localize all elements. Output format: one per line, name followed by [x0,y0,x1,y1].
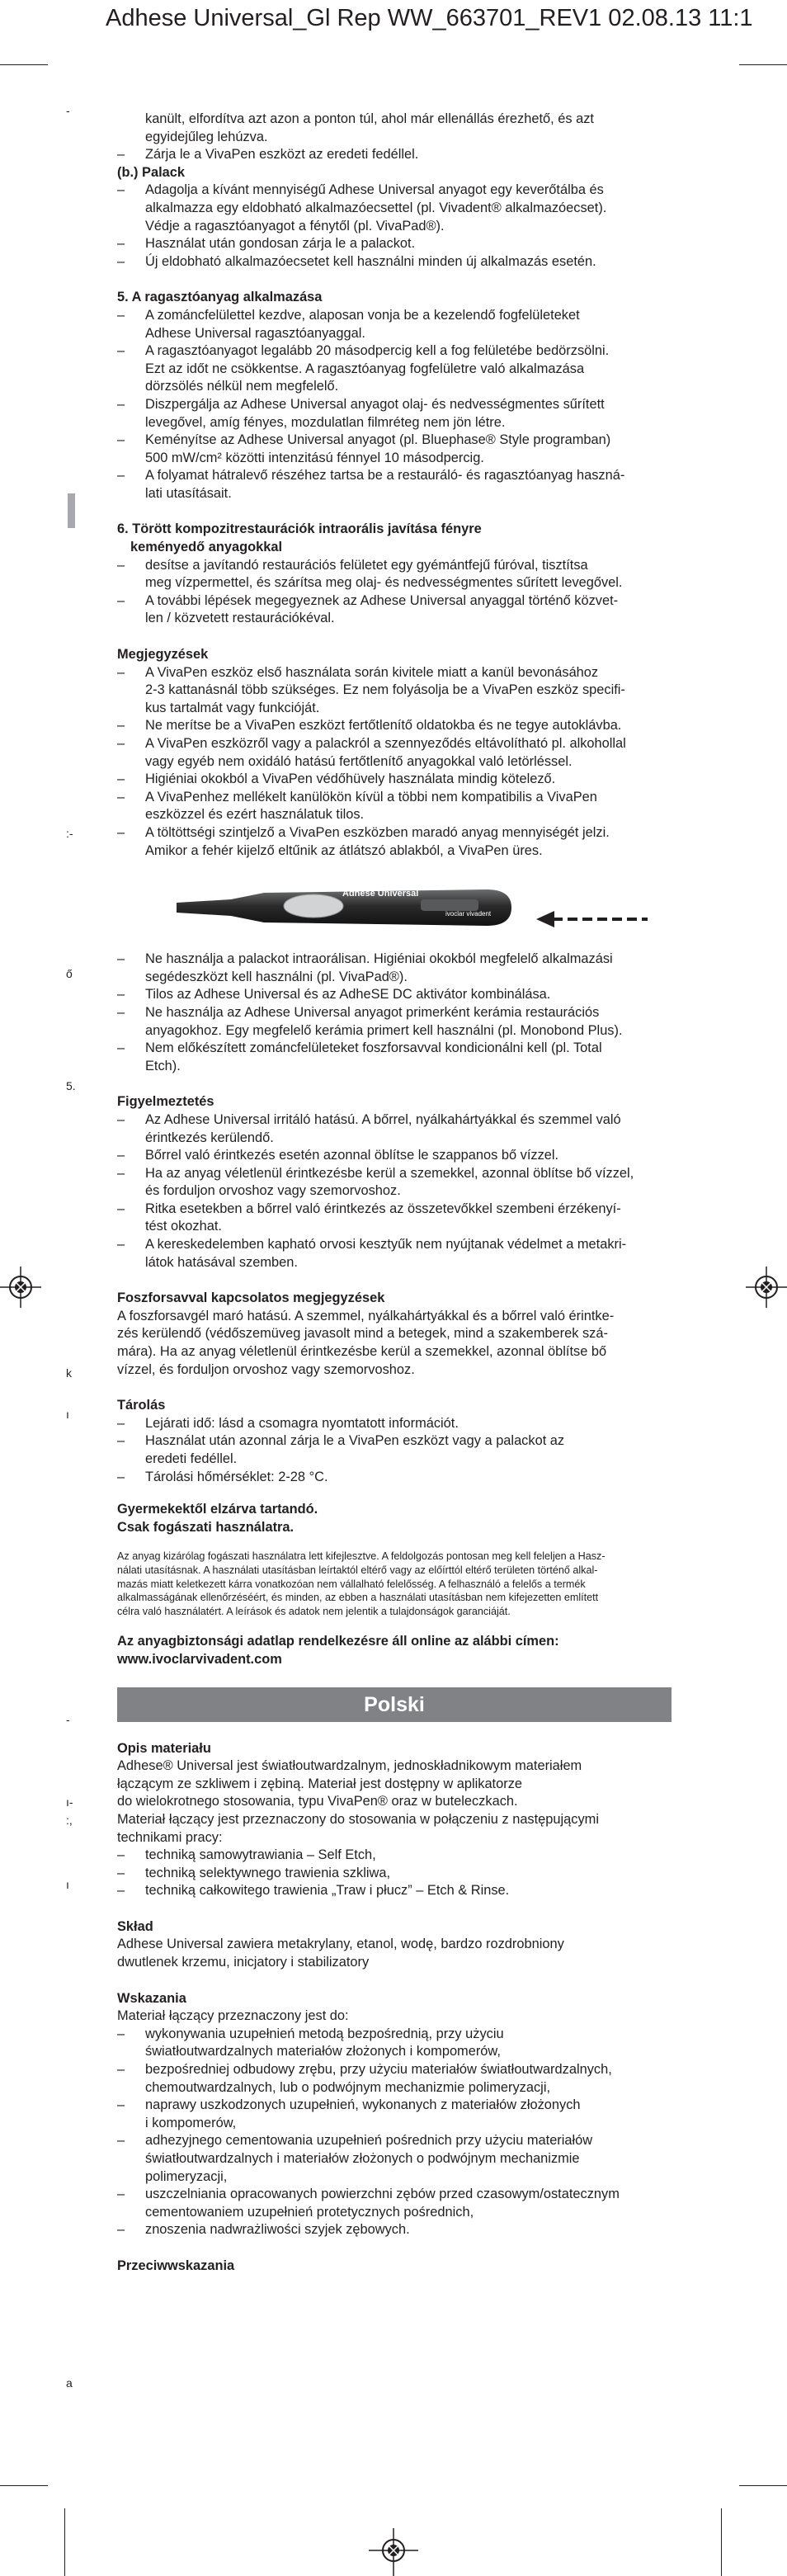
text-line: Materiał łączący jest przeznaczony do stosowania w połączeniu z następującymi [117,1811,599,1827]
list-item [117,717,672,735]
text-line: A VivaPenhez mellékelt kanülökön kívül a többi nem kompatibilis a VivaPen [145,789,597,804]
section-heading: 5. A ragasztóanyag alkalmazása [117,290,323,305]
section-heading: Megjegyzések [117,647,209,663]
bullet-list [117,2026,672,2239]
text-line: Zárja le a VivaPen eszközt az eredeti fedéllel. [145,147,419,163]
text-line: kus tartalmát vagy funkcióját. [145,700,320,715]
dash-bullet: – [117,2133,125,2149]
text-line: dörzsölés nélkül nem megfelelő. [145,379,339,394]
section-heading-continued: keményedő anyagokkal [130,540,283,555]
text-line: nálati utasításnak. A használati utasításban leírtaktól eltérő vagy az előírttól eltérő területen történő alkal- [117,1564,598,1576]
dash-bullet: – [117,182,125,198]
margin-fragment: ı [66,1878,69,1891]
dash-bullet: – [117,432,125,448]
text-line: desítse a javítandó restaurációs felületet egy gyémántfejű fúróval, tisztítsa [145,557,588,573]
text-line: lati utasításait. [145,485,232,501]
margin-fragment: 5. [66,1079,76,1092]
list-item [117,557,672,592]
list-item [117,735,672,771]
text-line: Ne merítse be a VivaPen eszközt fertőtlenítő oldatokba és ne tegye autoklávba. [145,718,622,734]
section-heading: Przeciwwskazania [117,2258,235,2273]
margin-fragment: ı- [66,1795,73,1809]
pl-contraindications [117,2258,672,2276]
list-item [117,2097,672,2132]
list-item [117,2061,672,2097]
storage-section [117,1397,672,1486]
text-line: Az anyagbiztonsági adatlap rendelkezésre áll online az alábbi címen: [117,1634,559,1649]
dash-bullet: – [117,557,125,573]
text-line: Az Adhese Universal irritáló hatású. A bőrrel, nyálkahártyákkal és szemmel való [145,1111,621,1127]
list-item [117,664,672,718]
margin-color-bar [68,493,75,528]
list-item [117,824,672,860]
text-line: Ezt az időt ne csökkentse. A ragasztóanyag fogfelületre való alkalmazása [145,361,585,376]
text-line: światłoutwardzalnych materiałów złożonych i kompomerów, [145,2044,501,2059]
list-item [117,2132,672,2186]
text-line: meg vízpermettel, és szárítsa meg olaj- és nedvességmentes sűrített levegővel. [145,575,623,591]
bullet-list [117,1111,672,1271]
text-line: Használat után azonnal zárja le a VivaPen eszközt vagy a palackot az [145,1433,565,1449]
margin-fragment: :- [66,827,73,840]
text-line: chemoutwardzalnych, lub o podwójnym mechanizmie polimeryzacji, [145,2079,551,2095]
text-line: Használat után gondosan zárja le a palackot. [145,236,416,252]
text-line: Bőrrel való érintkezés esetén azonnal öblítse le szappanos bő vízzel. [145,1148,559,1163]
list-item [117,235,672,253]
list-item [117,1040,672,1075]
dash-bullet: – [117,1201,125,1216]
paragraph [117,1757,672,1847]
page-header [0,0,787,41]
dash-bullet: – [117,1883,125,1899]
pl-indications [117,1990,672,2239]
dash-bullet: – [117,789,125,804]
text-line: levegővel, amíg fényes, mozdulatlan filmréteg nem jön létre. [145,414,506,430]
bullet-list [117,664,672,861]
text-line: A töltöttségi szintjelző a VivaPen eszközben maradó anyag mennyiségét jelzi. [145,824,610,840]
list-item [117,1147,672,1165]
list-item [117,1469,672,1487]
list-item [117,342,672,396]
text-line: Nem előkészített zománcfelületeket foszforsavval kondicionálni kell (pl. Total [145,1040,602,1056]
text-line: látok hatásával szemben. [145,1254,298,1270]
list-item [117,1847,672,1865]
text-line: polimeryzacji, [145,2168,228,2184]
text-line: Adhese Universal zawiera metakrylany, etanol, wodę, bardzo rozdrobniony [117,1937,564,1952]
text-line: uszczelniania opracowanych powierzchni zębów przed czasowym/ostatecznym [145,2187,620,2202]
text-line: Védje a ragasztóanyagot a fénytől (pl. VivaPad®). [145,218,445,234]
list-item [117,467,672,502]
list-item [117,253,672,271]
text-line: Ritka esetekben a bőrrel való érintkezés az összetevőkkel szembeni érzékenyí- [145,1201,621,1216]
text-line: Ne használja az Adhese Universal anyagot primerként kerámia restaurációs [145,1004,600,1020]
dash-bullet: – [117,1165,125,1181]
registration-mark-bottom [369,2528,418,2576]
list-item [117,789,672,824]
dash-bullet: – [117,951,125,967]
dash-bullet: – [117,987,125,1003]
section-heading: 6. Törött kompozitrestaurációk intraorális javítása fényre [117,521,482,537]
list-item [117,1865,672,1883]
dash-bullet: – [117,1040,125,1056]
list-item [117,1236,672,1271]
crop-mark [0,64,48,65]
list-item [117,1165,672,1201]
dash-bullet: – [117,1111,125,1127]
dash-bullet: – [117,236,125,252]
text-line: Ne használja a palackot intraorálisan. Higiéniai okokból megfelelő alkalmazási [145,951,613,967]
text-line: 500 mW/cm² közötti intenzitású fénnyel 10 másodpercig. [145,450,484,465]
crop-mark [721,2508,722,2576]
previous-section-end [117,111,672,271]
text-line: naprawy uszkodzonych uzupełnień, wykonanych z materiałów złożonych [145,2097,581,2113]
dash-bullet: – [117,1004,125,1020]
bullet-list [117,307,672,503]
text-line: Lejárati idő: lásd a csomagra nyomtatott információt. [145,1415,459,1431]
warnings-section [117,1093,672,1271]
text-line: Adhese® Universal jest światłoutwardzalnym, jednoskładnikowym materiałem [117,1758,582,1774]
text-line: segédeszközt kell használni (pl. VivaPad®). [145,969,408,984]
dash-bullet: – [117,592,125,608]
crop-mark [739,64,787,65]
crop-mark [739,2485,787,2486]
dash-bullet: – [117,307,125,323]
text-line: adhezyjnego cementowania uzupełnień pośrednich przy użyciu materiałów [145,2133,593,2149]
dash-bullet: – [117,1847,125,1863]
vivapen-image [173,875,668,941]
dash-bullet: – [117,1469,125,1484]
list-item [117,1415,672,1433]
margin-fragment: ı [66,1408,69,1421]
bullet-list [117,1415,672,1486]
text-line: Adagolja a kívánt mennyiségű Adhese Universal anyagot egy keverőtálba és [145,182,604,198]
list-item [117,182,672,235]
margin-fragment: k [66,1366,72,1380]
text-line: mazás miatt keletkezett kárra vonatkozóan nem vállalható felelősség. A felhasználó a felelős a termék [117,1578,586,1590]
dash-bullet: – [117,468,125,484]
continued-text [117,111,672,146]
list-item [117,396,672,432]
pl-description [117,1740,672,1900]
text-line: techniką całkowitego trawienia „Traw i płucz” – Etch & Rinse. [145,1883,510,1899]
pen-brand-label: Adhese Universal [342,889,419,899]
text-line: Adhese Universal ragasztóanyaggal. [145,325,365,341]
text-line: 2-3 kattanásnál több szükséges. Ez nem folyásolja be a VivaPen eszköz specifi- [145,682,625,698]
text-line: zés kerülendő (védőszemüveg javasolt mind a betegek, mind a szakemberek szá- [117,1326,608,1342]
text-line: A folyamat hátralevő részéhez tartsa be a restauráló- és ragasztóanyag haszná- [145,468,625,484]
dash-bullet: – [117,2222,125,2238]
dash-bullet: – [117,2062,125,2078]
pen-maker-label: ivoclar vivadent [445,910,492,918]
dash-bullet: – [117,664,125,680]
list-item [117,1882,672,1900]
section-heading: Opis materiału [117,1740,211,1756]
text-line: światłoutwardzalnych i materiałów złożonych o podwójnym mechanizmie [145,2151,580,2166]
text-line: łączącym ze szkliwem i zębiną. Materiał jest dostępny w aplikatorze [117,1776,522,1791]
dash-bullet: – [117,253,125,269]
dash-bullet: – [117,1148,125,1163]
text-line: Keményítse az Adhese Universal anyagot (pl. Bluephase® Style programban) [145,432,611,448]
text-line: wykonywania uzupełnień metodą bezpośrednią, przy użyciu [145,2026,504,2041]
text-line: cementowaniem uzupełnień protetycznych pośrednich, [145,2204,474,2220]
text-line: techniką samowytrawiania – Self Etch, [145,1847,376,1863]
text-line: A ragasztóanyagot legalább 20 másodpercig kell a fog felületébe bedörzsölni. [145,343,610,359]
list-item [117,1201,672,1236]
list-item [117,1004,672,1040]
list-item [117,2186,672,2221]
dash-bullet: – [117,2026,125,2041]
header-title: Adhese Universal_Gl Rep WW_663701_REV1 02.08.13 11:1 [106,5,753,31]
dash-bullet: – [117,718,125,734]
text-line: A kereskedelemben kapható orvosi kesztyűk nem nyújtanak védelmet a metakri- [145,1237,627,1253]
margin-fragment: a [66,2376,73,2390]
list-item [117,146,672,164]
margin-fragment: :, [66,1814,73,1827]
text-line: technikami pracy: [117,1829,223,1845]
paragraph-line: Materiał łączący przeznaczony jest do: [117,2008,349,2024]
crop-mark [64,2508,65,2576]
text-line: eredeti fedéllel. [145,1451,238,1466]
text-line: mára). Ha az anyag véletlenül érintkezésbe kerül a szemekkel, azonnal öblítse bő [117,1344,607,1360]
text-line: anyagokhoz. Egy megfelelő kerámia primert kell használni (pl. Monobond Plus). [145,1022,623,1038]
margin-fragment: ő [66,967,73,980]
section-6 [117,521,672,628]
text-line: eszközzel és ezért használatuk tilos. [145,807,365,823]
text-line: vagy egyéb nem oxidáló hatású fertőtlenítő anyagokkal való letörléssel. [145,753,573,769]
text-line: A zománcfelülettel kezdve, alaposan vonja be a kezelendő fogfelületeket [145,307,580,323]
text-line: A VivaPen eszközről vagy a palackról a szennyeződés eltávolítható pl. alkohollal [145,736,626,751]
text-line: Diszpergálja az Adhese Universal anyagot olaj- és nedvességmentes sűrített [145,396,605,412]
text-line: alkalmasságának ellenőrzéséért, és minden, az ebben a használati utasításban nem kifejezetten említett [117,1592,599,1604]
paragraph [117,1936,672,1971]
text-line: (b.) Palack [117,164,185,180]
dash-bullet: – [117,1865,125,1880]
children-warning [117,1501,672,1536]
text-line: Etch). [145,1058,181,1073]
subheading [117,164,672,182]
text-line: A további lépések megegyeznek az Adhese Universal anyaggal történő közvet- [145,592,619,608]
dash-bullet: – [117,2187,125,2202]
dash-bullet: – [117,1415,125,1431]
bullet-list [117,1847,672,1900]
section-5 [117,289,672,502]
section-heading: Skład [117,1918,153,1934]
language-banner: Polski [117,1687,672,1722]
text-line: www.ivoclarvivadent.com [117,1651,282,1667]
phosphoric-acid-section [117,1290,672,1379]
dash-bullet: – [117,736,125,751]
registration-mark-right [746,1262,787,1312]
text-line: Higiéniai okokból a VivaPen védőhüvely használata mindig kötelező. [145,771,556,787]
text-line: znoszenia nadwrażliwości szyjek zębowych. [145,2222,410,2238]
list-item [117,2026,672,2061]
dash-bullet: – [117,147,125,163]
list-item [117,986,672,1004]
vivapen-illustration [173,875,668,941]
text-line: alkalmazza egy eldobható alkalmazóecsettel (pl. Vivadent® alkalmazóecset). [145,200,607,215]
section-heading: Foszforsavval kapcsolatos megjegyzések [117,1290,385,1306]
paragraph [117,1308,672,1379]
list-item [117,307,672,342]
text-line: Az anyag kizárólag fogászati használatra lett kifejlesztve. A feldolgozás pontosan meg kell feleljen a Hasz- [117,1550,606,1563]
margin-fragment: - [66,1713,70,1726]
text-line: Tilos az Adhese Universal és az AdheSE DC aktivátor kombinálása. [145,987,551,1003]
list-item [117,1111,672,1147]
text-line: A VivaPen eszköz első használata során kivitele miatt a kanül bevonásához [145,664,599,680]
registration-mark-left [0,1262,41,1312]
text-line: Tárolási hőmérséklet: 2-28 °C. [145,1469,328,1484]
sds-online-notice [117,1633,672,1668]
margin-fragment: - [66,104,70,117]
dash-bullet: – [117,771,125,787]
text-line: Gyermekektől elzárva tartandó. [117,1502,318,1517]
text-line: techniką selektywnego trawienia szkliwa, [145,1865,390,1880]
bullet-list [117,557,672,628]
dash-bullet: – [117,396,125,412]
dash-bullet: – [117,343,125,359]
text-line: Új eldobható alkalmazóecsetet kell használni minden új alkalmazás esetén. [145,253,596,269]
text-line: és forduljon orvoshoz vagy szemorvoshoz. [145,1183,401,1199]
text-line: Amikor a fehér kijelző eltűnik az átlátszó ablakból, a VivaPen üres. [145,842,543,858]
text-line: bezpośredniej odbudowy zrębu, przy użyciu materiałów światłoutwardzalnych, [145,2062,612,2078]
crop-mark [0,2485,48,2486]
text-line: egyidejűleg lehúzva. [145,129,268,144]
text-line: len / közvetett restaurációkéval. [145,611,335,626]
text-line: Csak fogászati használatra. [117,1519,295,1535]
list-item [117,771,672,789]
list-item [117,432,672,467]
dash-bullet: – [117,824,125,840]
dash-bullet: – [117,2097,125,2113]
section-heading: Tárolás [117,1398,166,1413]
text-line: vízzel, és forduljon orvoshoz vagy szemorvoshoz. [117,1361,415,1377]
text-line: do wielokrotnego stosowania, typu VivaPen® oraz w buteleczkach. [117,1794,518,1809]
section-heading: Figyelmeztetés [117,1094,214,1110]
dash-bullet: – [117,1237,125,1253]
pl-composition [117,1918,672,1972]
bullet-list [117,951,672,1075]
text-line: érintkezés kerülendő. [145,1130,274,1145]
section-heading: Wskazania [117,1990,186,2006]
document-body [117,111,672,2276]
text-line: tést okozhat. [145,1219,222,1234]
list-item [117,1432,672,1468]
list-item [117,592,672,628]
text-line: célra való használatért. A leírások és adatok nem jelentik a tulajdonságok garanciáját. [117,1605,511,1617]
text-line: i kompomerów, [145,2115,237,2130]
text-line: kanült, elfordítva azt azon a ponton túl, ahol már ellenállás érezhető, és azt [145,111,594,126]
text-line: A foszforsavgél maró hatású. A szemmel, nyálkahártyákkal és a bőrrel való érintke- [117,1308,615,1323]
notes-section [117,646,672,1075]
list-item [117,2221,672,2239]
text-line: Ha az anyag véletlenül érintkezésbe kerül a szemekkel, azonnal öblítse bő vízzel, [145,1165,634,1181]
disclaimer [117,1550,672,1618]
text-line: dwutlenek krzemu, inicjatory i stabilizatory [117,1955,370,1970]
list-item [117,951,672,986]
dash-bullet: – [117,1433,125,1449]
